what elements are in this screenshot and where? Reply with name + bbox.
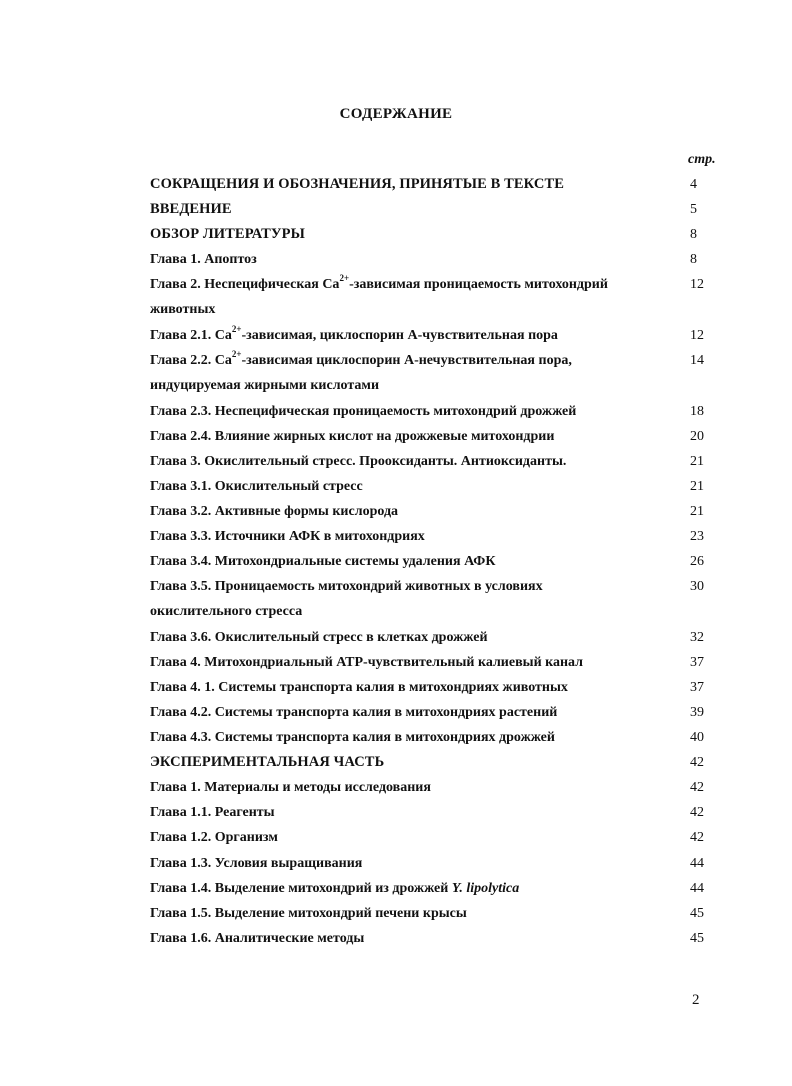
toc-entry-page: 42 — [690, 830, 704, 845]
toc-entry-title: Глава 3.1. Окислительный стресс — [150, 479, 363, 494]
toc-entry-title: Глава 1.4. Выделение митохондрий из дрожжей Y. lipolytica — [150, 881, 520, 896]
toc-entry-title: Глава 3.5. Проницаемость митохондрий животных в условиях окислительного стресса — [150, 579, 543, 619]
page-number: 2 — [692, 992, 700, 1008]
toc-entry-title: Глава 2.3. Неспецифическая проницаемость митохондрий дрожжей — [150, 404, 577, 419]
toc-entry-title: Глава 2. Неспецифическая $Ca^{2+}$-зависимая проницаемость митохондрий животных — [150, 273, 608, 317]
toc-entry — [150, 172, 730, 197]
toc-entry-title: ОБЗОР ЛИТЕРАТУРЫ — [150, 226, 305, 242]
toc-entry-page: 18 — [690, 404, 704, 419]
toc-entry-page: 42 — [690, 780, 704, 795]
toc-entry — [150, 700, 730, 725]
toc-entry — [150, 825, 730, 850]
toc-entry-title: СОКРАЩЕНИЯ И ОБОЗНАЧЕНИЯ, ПРИНЯТЫЕ В ТЕКСТЕ — [150, 176, 565, 192]
toc-entry — [150, 675, 730, 700]
toc-entry — [150, 524, 730, 549]
toc-entry — [150, 750, 730, 775]
toc-entry — [150, 222, 730, 247]
toc-entry-title: Глава 1.5. Выделение митохондрий печени крысы — [150, 906, 467, 921]
toc-entry-title: Глава 3.2. Активные формы кислорода — [150, 504, 399, 519]
toc-entry-title: Глава 1.6. Аналитические методы — [150, 931, 365, 946]
toc-entry-title: Глава 4.3. Системы транспорта калия в митохондриях дрожжей — [150, 730, 555, 745]
toc-entry-page: 40 — [690, 730, 704, 745]
toc-entry-page: 44 — [690, 856, 704, 871]
pages-column-label: стр. — [688, 152, 716, 167]
toc-entry — [150, 876, 730, 901]
toc-entry-title: Глава 1. Апоптоз — [150, 252, 257, 267]
toc-entry-page: 12 — [690, 277, 704, 292]
toc-entry-page: 32 — [690, 630, 704, 645]
toc-entry — [150, 901, 730, 926]
toc-entry-page: 20 — [690, 429, 704, 444]
toc-entry-title: Глава 1. Материалы и методы исследования — [150, 780, 431, 795]
toc-entry-page: 8 — [690, 227, 697, 242]
toc-entry-page: 42 — [690, 805, 704, 820]
toc-entry-page: 5 — [690, 202, 697, 217]
toc-entry-page: 30 — [690, 579, 704, 594]
toc-entry-title: Глава 2.2. $Ca^{2+}$-зависимая циклоспорин А-нечувствительная пора, индуцируемая жирными кислотами — [150, 349, 572, 393]
toc-entry-title: Глава 2.4. Влияние жирных кислот на дрожжевые митохондрии — [150, 429, 555, 444]
toc-entry — [150, 449, 730, 474]
toc-entry-page: 21 — [690, 504, 704, 519]
toc-entry-title: ВВЕДЕНИЕ — [150, 201, 232, 217]
toc-entry-page: 4 — [690, 177, 697, 192]
toc-entry-page: 26 — [690, 554, 704, 569]
toc-entry — [150, 247, 730, 272]
toc-entry — [150, 272, 730, 322]
toc-entry-page: 37 — [690, 680, 704, 695]
toc-entry-page: 14 — [690, 353, 704, 368]
document-title: СОДЕРЖАНИЕ — [339, 106, 453, 122]
toc-entry — [150, 725, 730, 750]
toc-entry-title: Глава 4. Митохондриальный АТР-чувствительный калиевый канал — [150, 655, 584, 670]
toc-entry-page: 45 — [690, 931, 704, 946]
toc-entry-title: Глава 1.2. Организм — [150, 830, 278, 845]
toc-entry — [150, 474, 730, 499]
toc-entry-page: 8 — [690, 252, 697, 267]
toc-entry — [150, 197, 730, 222]
toc-entry — [150, 650, 730, 675]
toc-entry-page: 23 — [690, 529, 704, 544]
toc-entry — [150, 399, 730, 424]
toc-entry-page: 45 — [690, 906, 704, 921]
toc-entry — [150, 775, 730, 800]
toc-entry — [150, 800, 730, 825]
toc-entry-title: Глава 3.4. Митохондриальные системы удаления АФК — [150, 554, 496, 569]
toc-entry-title: ЭКСПЕРИМЕНТАЛЬНАЯ ЧАСТЬ — [150, 754, 385, 770]
toc-entry-title: Глава 3.6. Окислительный стресс в клетках дрожжей — [150, 630, 488, 645]
toc-entry-title: Глава 3. Окислительный стресс. Прооксиданты. Антиоксиданты. — [150, 454, 567, 469]
toc-entry — [150, 323, 730, 348]
toc-entry — [150, 499, 730, 524]
toc-entry — [150, 851, 730, 876]
toc-entry — [150, 926, 730, 951]
toc-entry-page: 21 — [690, 454, 704, 469]
toc-entry-title: Глава 4.2. Системы транспорта калия в митохондриях растений — [150, 705, 558, 720]
toc-entry-page: 21 — [690, 479, 704, 494]
toc-entry — [150, 348, 730, 398]
toc-entry-title: Глава 1.3. Условия выращивания — [150, 856, 363, 871]
toc-entry-page: 37 — [690, 655, 704, 670]
toc-entry-title: Глава 2.1. $Ca^{2+}$-зависимая, циклоспорин А-чувствительная пора — [150, 324, 558, 343]
toc-entry-page: 42 — [690, 755, 704, 770]
toc-entry-page: 12 — [690, 328, 704, 343]
toc-entry-page: 44 — [690, 881, 704, 896]
toc-entry — [150, 574, 730, 624]
toc-entry-title: Глава 1.1. Реагенты — [150, 805, 275, 820]
toc-entry — [150, 424, 730, 449]
toc-entry-title: Глава 3.3. Источники АФК в митохондриях — [150, 529, 425, 544]
toc-entry — [150, 625, 730, 650]
toc-entry — [150, 549, 730, 574]
toc-entry-page: 39 — [690, 705, 704, 720]
toc-entry-title: Глава 4. 1. Системы транспорта калия в митохондриях животных — [150, 680, 568, 695]
